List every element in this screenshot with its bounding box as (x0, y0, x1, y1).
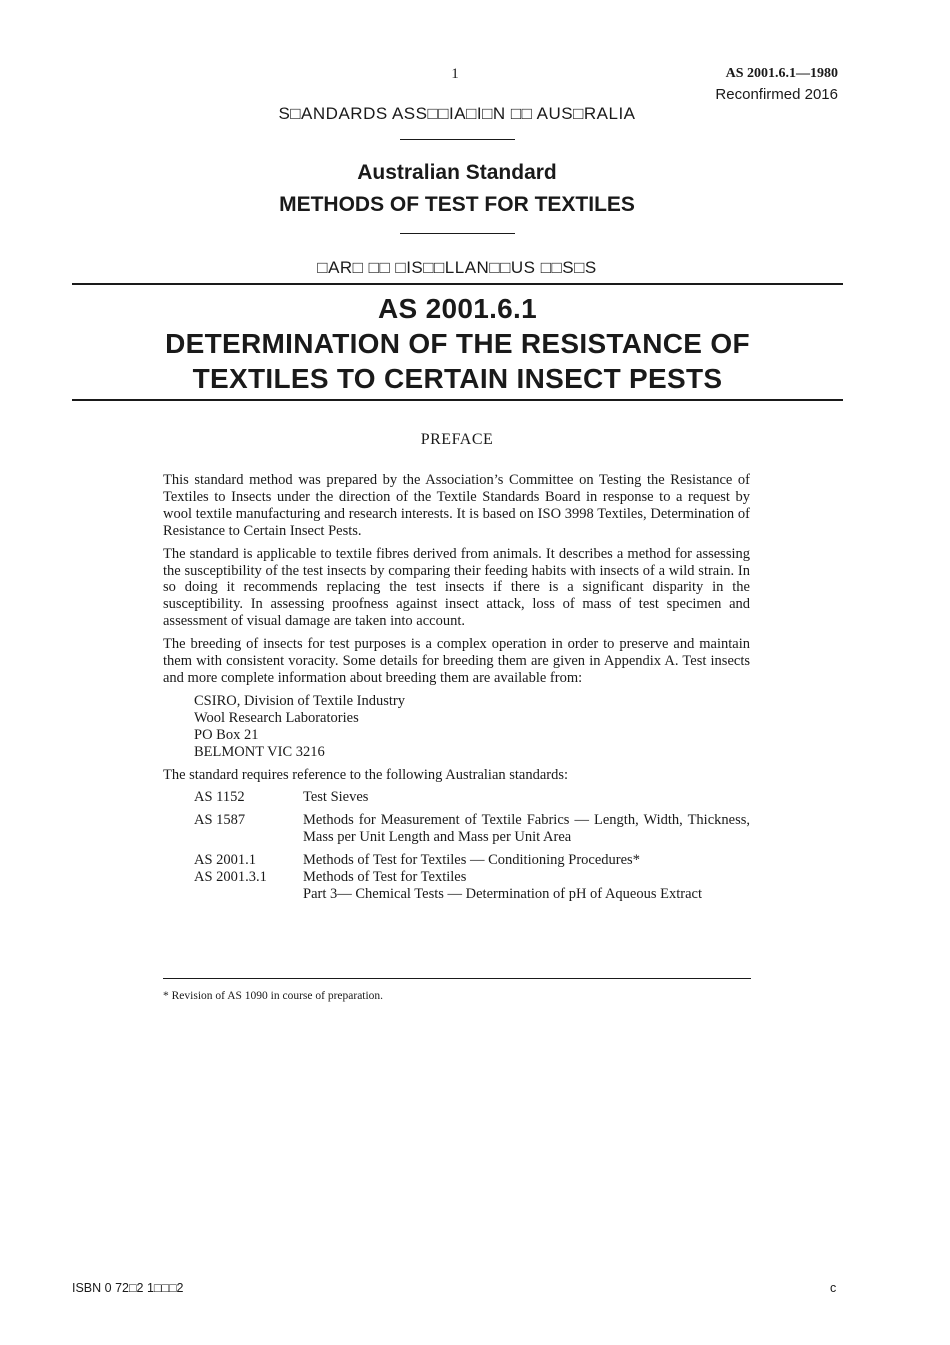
address-line: BELMONT VIC 3216 (194, 743, 325, 760)
address-line: Wool Research Laboratories (194, 709, 359, 726)
reference-item (194, 812, 750, 846)
isbn: ISBN 0 72□2 1□□□2 (72, 1281, 184, 1295)
standard-type: Australian Standard (357, 161, 557, 184)
paragraph: The standard is applicable to textile fibres derived from animals. It describes a method for assessing the susceptibility of the test insects by comparing their feeding habits with insects of a wild strain. In so doing it recommends replacing the test insects if there is a significant disparity in the susceptibility. In assessing proofness against insect attack, loss of mass of test specimen and assessment of visual damage are taken into account. (163, 545, 750, 630)
reference-code: AS 1587 (194, 812, 246, 829)
address-line: PO Box 21 (194, 726, 259, 743)
reference-code: AS 2001.3.1 (194, 869, 267, 886)
reference-title: Test Sieves (303, 789, 369, 806)
divider (400, 139, 515, 140)
references-intro: The standard requires reference to the following Australian standards: (163, 766, 569, 783)
address-line: CSIRO, Division of Textile Industry (194, 692, 405, 709)
reference-title: Methods of Test for Textiles (303, 869, 467, 886)
reference-code: AS 2001.1 (194, 852, 257, 869)
reference-title: Methods of Test for Textiles — Conditioning Procedures* (303, 852, 640, 869)
preface-heading: PREFACE (420, 431, 494, 448)
main-title-line: TEXTILES TO CERTAIN INSECT PESTS (192, 363, 723, 394)
part-title: □AR□ □□ □IS□□LLAN□□US □□S□S (317, 258, 597, 277)
references-list (194, 789, 750, 902)
reference-codes (194, 852, 303, 903)
reference-subtitle: Part 3— Chemical Tests — Determination of pH of Aqueous Extract (303, 885, 702, 902)
corner-mark: c (830, 1281, 837, 1295)
paragraph: The breeding of insects for test purposes is a complex operation in order to preserve and maintain them with consistent voracity. Some details for breeding them are given in Appendix A. Test insects and more complete information about breeding them are available from: (163, 636, 750, 686)
title-bottom-rule (72, 399, 843, 401)
reference-code: AS 1152 (194, 789, 245, 806)
reconfirmed-note: Reconfirmed 2016 (715, 86, 838, 103)
standard-code: AS 2001.6.1—1980 (725, 66, 838, 81)
reference-title: Methods for Measurement of Textile Fabrics — Length, Width, Thickness, Mass per Unit Length and Mass per Unit Area (303, 812, 750, 846)
reference-titles (303, 852, 750, 903)
paragraph: This standard method was prepared by the Association’s Committee on Testing the Resistance of Textiles to Insects under the direction of the Textile Standards Board in response to a request by wool textile manufacturing and research interests. It is based on ISO 3998 Textiles, Determination of Resistance to Certain Insect Pests. (163, 472, 750, 539)
main-title-number: AS 2001.6.1 (378, 293, 537, 324)
series-title: METHODS OF TEST FOR TEXTILES (279, 193, 635, 216)
main-title (72, 291, 843, 396)
title-top-rule (72, 283, 843, 285)
contact-address (194, 693, 750, 761)
organisation-name: S□ANDARDS ASS□□IA□I□N □□ AUS□RALIA (278, 104, 636, 123)
footnote: * Revision of AS 1090 in course of preparation. (163, 990, 384, 1002)
main-title-line: DETERMINATION OF THE RESISTANCE OF (165, 328, 750, 359)
divider (400, 233, 515, 234)
preface-body (163, 472, 750, 903)
page-number: 1 (451, 66, 459, 82)
reference-item (194, 789, 750, 806)
reference-group (194, 852, 750, 903)
footnote-rule (163, 978, 751, 979)
